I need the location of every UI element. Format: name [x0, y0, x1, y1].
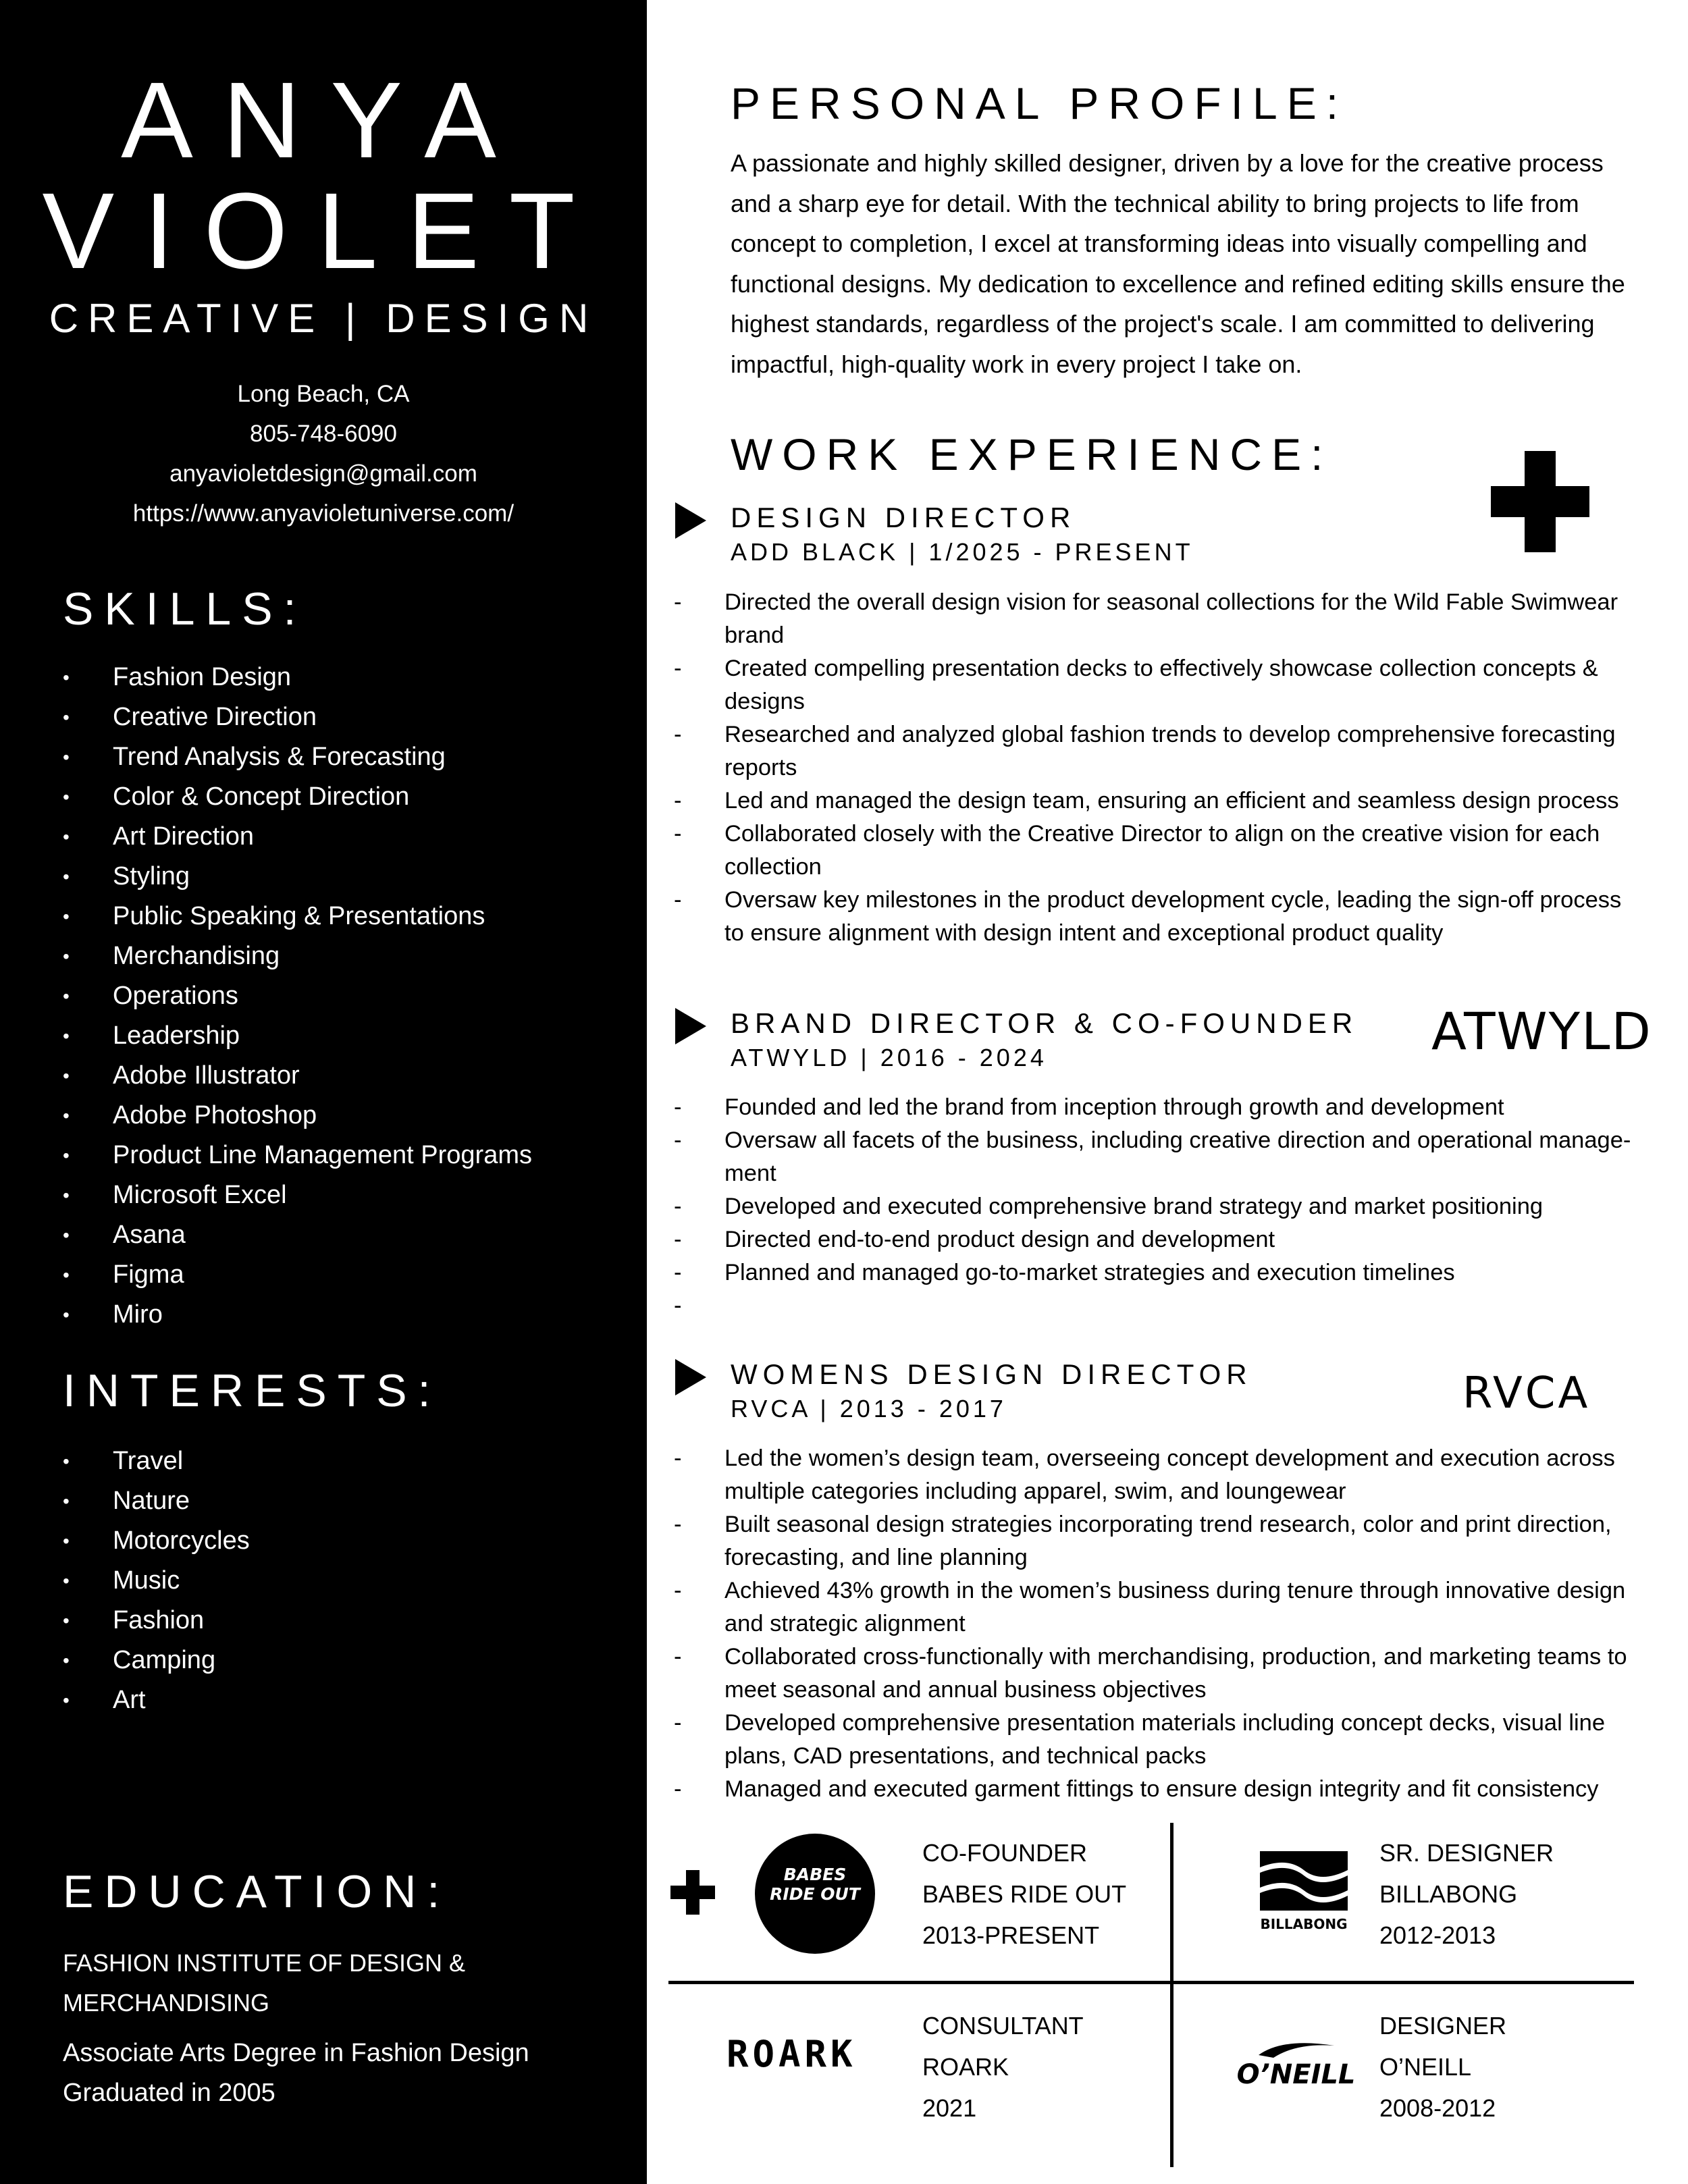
profile-heading: PERSONAL PROFILE:	[731, 78, 1348, 128]
job-title: DESIGN DIRECTOR	[731, 502, 1076, 533]
play-triangle-icon	[675, 502, 706, 539]
job-bullets	[668, 1091, 1641, 1323]
skill-item: • Asana	[63, 1215, 532, 1255]
tagline: CREATIVE | DESIGN	[49, 296, 598, 341]
skill-item: • Operations	[63, 976, 532, 1016]
grid-divider-vertical	[1170, 1823, 1173, 2167]
job-bullets	[668, 586, 1641, 950]
skill-item: • Creative Direction	[63, 697, 532, 737]
job-company: ATWYLD | 2016 - 2024	[731, 1044, 1047, 1071]
role-title: CO-FOUNDER	[922, 1839, 1087, 1867]
bullet-item: - Collaborated closely with the Creative Director to align on the creative vision for each collection	[668, 818, 1641, 884]
experience-heading: WORK EXPERIENCE:	[731, 429, 1333, 479]
job-title: BRAND DIRECTOR & CO-FOUNDER	[731, 1007, 1359, 1039]
job-title: WOMENS DESIGN DIRECTOR	[731, 1358, 1252, 1390]
education-degree: Associate Arts Degree in Fashion Design	[63, 2039, 529, 2067]
role-title: SR. DESIGNER	[1379, 1839, 1554, 1867]
role-title: DESIGNER	[1379, 2012, 1507, 2040]
plus-icon	[670, 1870, 715, 1915]
skill-item: • Merchandising	[63, 936, 532, 976]
role-company: O’NEILL	[1379, 2053, 1472, 2081]
skill-item: • Art Direction	[63, 817, 532, 857]
bullet-item: - Collaborated cross-functionally with merchandising, production, and marketing teams to meet seasonal and annual business objectives	[668, 1641, 1641, 1707]
role-company: BILLABONG	[1379, 1880, 1518, 1908]
bullet-item: - Directed the overall design vision for seasonal collections for the Wild Fable Swimwear brand	[668, 586, 1641, 652]
bullet-item: - Developed comprehensive presentation materials including concept decks, visual line plans, CAD presentations, and technical packs	[668, 1707, 1641, 1773]
bullet-item: - Led the women’s design team, overseeing concept development and execution across multiple categories including apparel, swim, and loungewear	[668, 1442, 1641, 1508]
atwyld-logo: ATWYLD	[1431, 1001, 1652, 1061]
billabong-logo-text: BILLABONG	[1260, 1916, 1348, 1932]
skill-item: • Fashion Design	[63, 658, 532, 697]
contact-website[interactable]: https://www.anyavioletuniverse.com/	[132, 500, 515, 527]
skill-item: • Leadership	[63, 1016, 532, 1056]
profile-text: A passionate and highly skilled designer, driven by a love for the creative process and a sharp eye for detail. With the technical ability to bring projects to life from concept to completion, I excel at transforming ideas into visually compelling and functional designs. My dedication to excellence and refined editing skills ensure the highest standards, regardless of the project's scale. I am committed to delivering impactful, high-quality work in every project I take on.	[731, 149, 1625, 378]
bullet-item: - Planned and managed go-to-market strategies and execution timelines	[668, 1256, 1641, 1289]
babes-ride-out-logo-text: BABES RIDE OUT	[770, 1865, 860, 1904]
contact-email[interactable]: anyavioletdesign@gmail.com	[169, 460, 477, 487]
bullet-item: - Managed and executed garment fittings to ensure design integrity and fit consistency	[668, 1773, 1641, 1806]
skill-item: • Public Speaking & Presentations	[63, 897, 532, 936]
bullet-item	[668, 1289, 1641, 1323]
first-name: ANYA	[121, 59, 526, 180]
skill-item: • Adobe Illustrator	[63, 1056, 532, 1096]
bullet-item: - Developed and executed comprehensive brand strategy and market positioning	[668, 1190, 1641, 1223]
education-graduated: Graduated in 2005	[63, 2079, 275, 2107]
interest-item: • Fashion	[63, 1601, 250, 1641]
interests-heading: INTERESTS:	[63, 1365, 442, 1416]
skill-item: • Adobe Photoshop	[63, 1096, 532, 1136]
bullet-item: - Researched and analyzed global fashion trends to develop comprehensive forecasting reports	[668, 718, 1641, 784]
skill-item: • Styling	[63, 857, 532, 897]
bullet-item: - Founded and led the brand from inception through growth and development	[668, 1091, 1641, 1124]
billabong-wave-icon	[1253, 1847, 1354, 1915]
interests-list	[63, 1441, 250, 1720]
interest-item: • Nature	[63, 1481, 250, 1521]
skill-item: • Miro	[63, 1295, 532, 1335]
bullet-item: - Created compelling presentation decks to effectively showcase collection concepts & designs	[668, 652, 1641, 718]
skill-item: • Color & Concept Direction	[63, 777, 532, 817]
skill-item: • Trend Analysis & Forecasting	[63, 737, 532, 777]
grid-divider-horizontal	[668, 1981, 1634, 1984]
interest-item: • Travel	[63, 1441, 250, 1481]
skills-heading: SKILLS:	[63, 583, 307, 635]
role-years: 2008-2012	[1379, 2094, 1496, 2122]
interest-item: • Motorcycles	[63, 1521, 250, 1561]
bullet-item: - Achieved 43% growth in the women’s business during tenure through innovative design and strategic alignment	[668, 1574, 1641, 1641]
skills-list	[63, 658, 532, 1335]
job-bullets	[668, 1442, 1641, 1806]
interest-item: • Music	[63, 1561, 250, 1601]
roark-logo: ROARK	[727, 2033, 857, 2075]
bullet-item: - Built seasonal design strategies incorporating trend research, color and print direction, forecasting, and line planning	[668, 1508, 1641, 1574]
role-company: BABES RIDE OUT	[922, 1880, 1127, 1908]
bullet-item: - Oversaw key milestones in the product development cycle, leading the sign-off process to ensure alignment with design intent and exceptional product quality	[668, 884, 1641, 950]
role-company: ROARK	[922, 2053, 1009, 2081]
last-name: VIOLET	[42, 170, 605, 291]
rvca-logo: RVCA	[1462, 1368, 1591, 1418]
skill-item: • Product Line Management Programs	[63, 1136, 532, 1175]
education-school: FASHION INSTITUTE OF DESIGN & MERCHANDISING	[63, 1949, 466, 2017]
job-company: RVCA | 2013 - 2017	[731, 1395, 1007, 1422]
role-title: CONSULTANT	[922, 2012, 1084, 2040]
interest-item: • Camping	[63, 1641, 250, 1680]
billabong-logo	[1253, 1847, 1354, 1935]
babes-ride-out-logo	[755, 1834, 875, 1954]
skill-item: • Figma	[63, 1255, 532, 1295]
play-triangle-icon	[675, 1008, 706, 1044]
contact-phone[interactable]: 805-748-6090	[250, 421, 397, 447]
plus-icon	[1491, 451, 1589, 552]
skill-item: • Microsoft Excel	[63, 1175, 532, 1215]
contact-location: Long Beach, CA	[237, 381, 410, 407]
bullet-item: - Directed end-to-end product design and development	[668, 1223, 1641, 1256]
oneill-logo	[1223, 2039, 1369, 2093]
interest-item: • Art	[63, 1680, 250, 1720]
role-years: 2012-2013	[1379, 1921, 1496, 1949]
play-triangle-icon	[675, 1359, 706, 1395]
oneill-logo-text: O’NEILL	[1236, 2059, 1356, 2090]
bullet-item: - Oversaw all facets of the business, including creative direction and operational manage-ment	[668, 1124, 1641, 1190]
sidebar	[0, 0, 647, 2184]
education-heading: EDUCATION:	[63, 1866, 451, 1917]
role-years: 2013-PRESENT	[922, 1921, 1100, 1949]
oneill-wave-icon	[1256, 2039, 1337, 2059]
job-company: ADD BLACK | 1/2025 - PRESENT	[731, 538, 1194, 566]
role-years: 2021	[922, 2094, 977, 2122]
bullet-item: - Led and managed the design team, ensuring an efficient and seamless design process	[668, 784, 1641, 818]
